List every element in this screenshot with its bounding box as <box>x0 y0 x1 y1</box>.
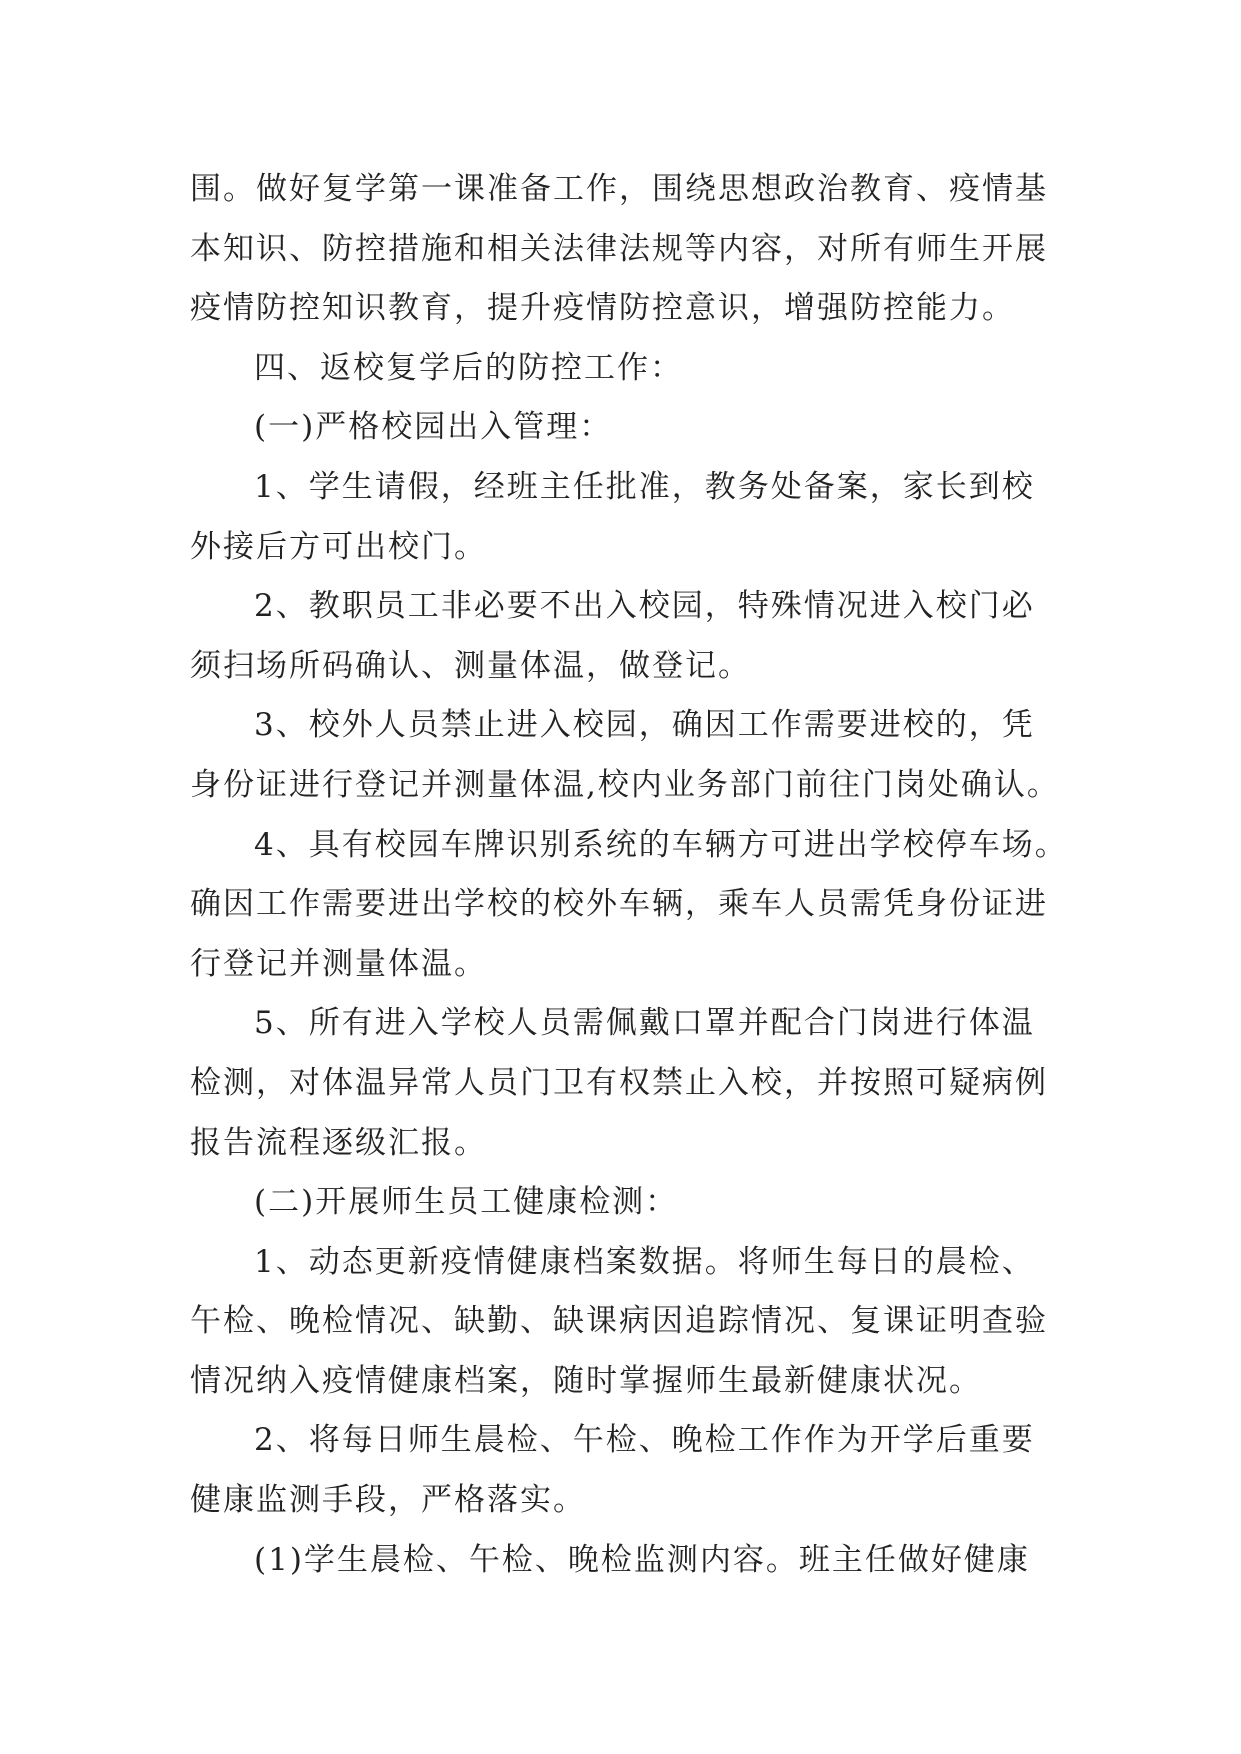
text-line: 1、学生请假，经班主任批准，教务处备案，家长到校 <box>254 468 1035 505</box>
text-line: 检测，对体温异常人员门卫有权禁止入校，并按照可疑病例 <box>190 1064 1048 1101</box>
text-line: 2、教职员工非必要不出入校园，特殊情况进入校门必 <box>254 588 1035 625</box>
text-line: 须扫场所码确认、测量体温，做登记。 <box>190 647 751 684</box>
text-line: 4、具有校园车牌识别系统的车辆方可进出学校停车场。 <box>254 826 1068 863</box>
text-line: 本知识、防控措施和相关法律法规等内容，对所有师生开展 <box>190 230 1048 267</box>
text-line: (二)开展师生员工健康检测： <box>254 1184 679 1221</box>
text-line: (1)学生晨检、午检、晚检监测内容。班主任做好健康 <box>254 1541 1030 1578</box>
body-text <box>190 160 1070 1590</box>
text-line: 行登记并测量体温。 <box>190 945 487 982</box>
text-line: 报告流程逐级汇报。 <box>190 1124 487 1161</box>
text-line: 午检、晚检情况、缺勤、缺课病因追踪情况、复课证明查验 <box>190 1303 1048 1340</box>
text-line: 身份证进行登记并测量体温,校内业务部门前往门岗处确认。 <box>190 766 1060 803</box>
text-line: 情况纳入疫情健康档案，随时掌握师生最新健康状况。 <box>190 1362 982 1399</box>
text-line: 3、校外人员禁止进入校园，确因工作需要进校的，凭 <box>254 707 1035 744</box>
text-line: 外接后方可出校门。 <box>190 528 487 565</box>
text-line: 四、返校复学后的防控工作： <box>254 349 683 386</box>
text-line: 健康监测手段，严格落实。 <box>190 1482 586 1519</box>
text-line: 疫情防控知识教育，提升疫情防控意识，增强防控能力。 <box>190 290 1015 327</box>
text-line: 围。做好复学第一课准备工作，围绕思想政治教育、疫情基 <box>190 171 1048 207</box>
text-line: 确因工作需要进出学校的校外车辆，乘车人员需凭身份证进 <box>190 886 1048 923</box>
text-line: 2、将每日师生晨检、午检、晚检工作作为开学后重要 <box>254 1422 1035 1459</box>
text-line: 5、所有进入学校人员需佩戴口罩并配合门岗进行体温 <box>254 1005 1035 1042</box>
text-line: 1、动态更新疫情健康档案数据。将师生每日的晨检、 <box>254 1243 1035 1280</box>
text-line: (一)严格校园出入管理： <box>254 409 613 446</box>
